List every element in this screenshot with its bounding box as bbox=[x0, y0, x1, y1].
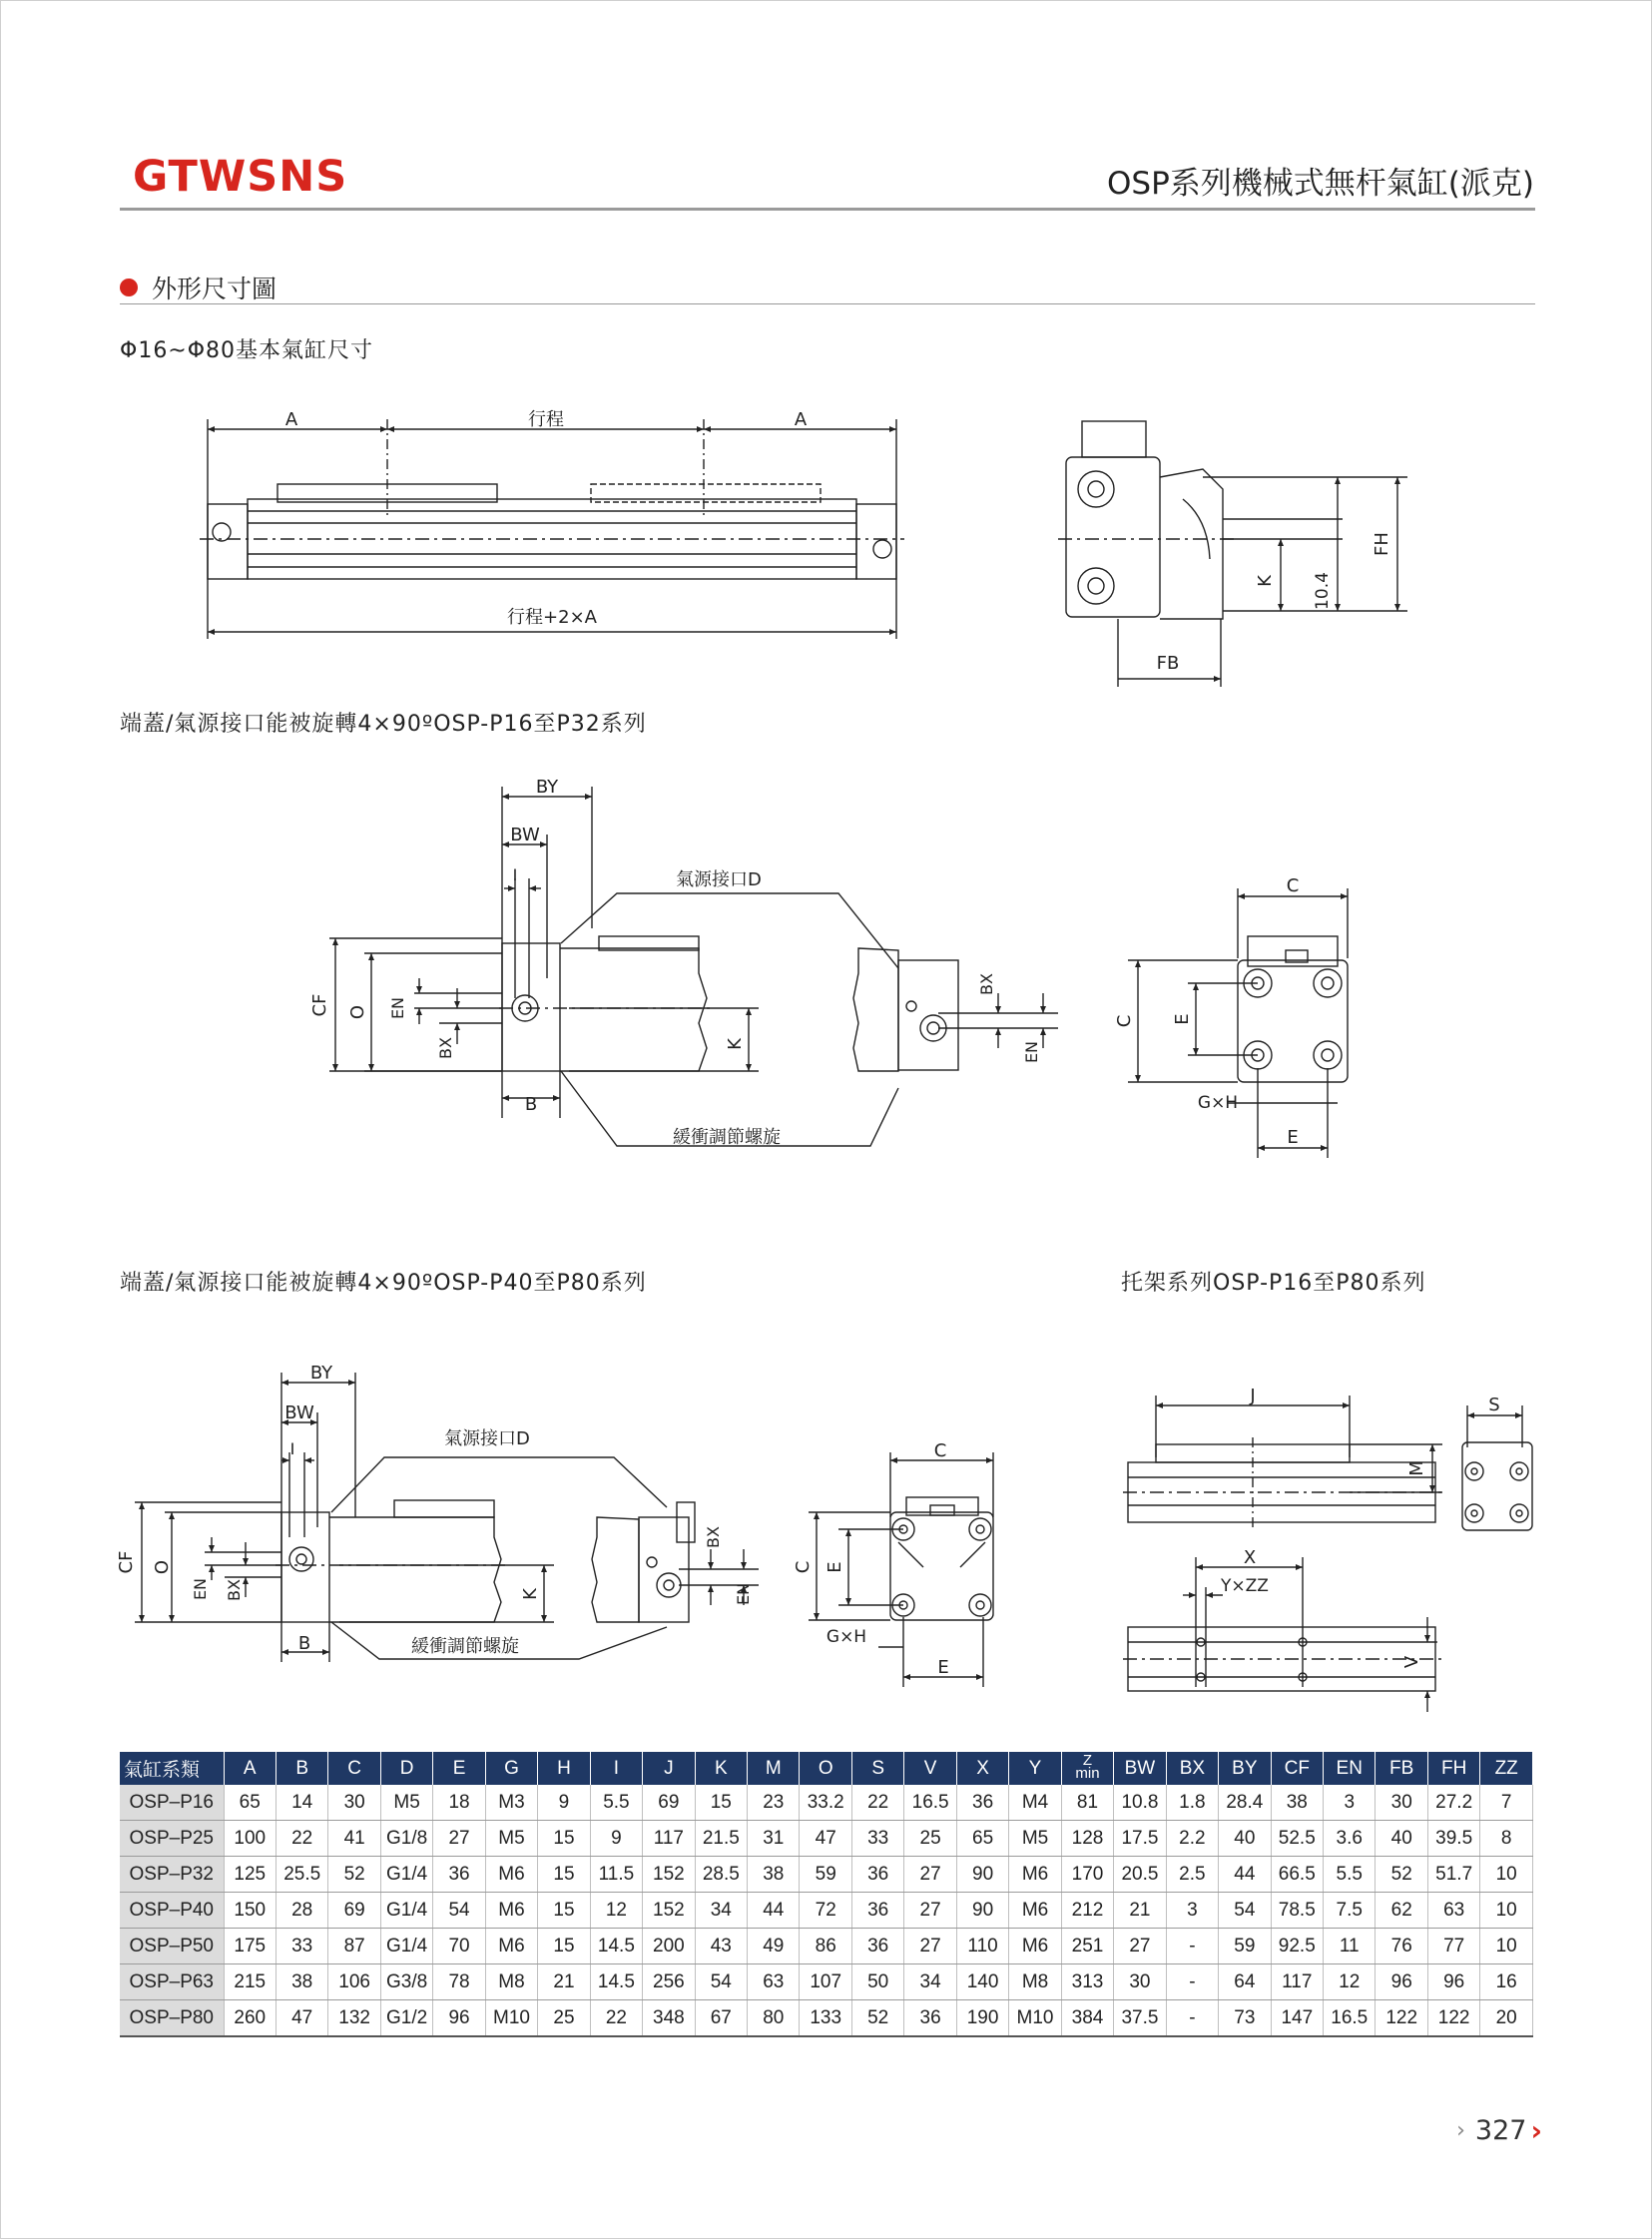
cushion-screw-label-2: 緩衝調節螺旋 bbox=[411, 1636, 519, 1657]
table-cell: 27.2 bbox=[1427, 1785, 1479, 1821]
table-header-cell: V bbox=[904, 1752, 956, 1785]
dim-bx-label-2: BX bbox=[977, 973, 996, 995]
table-cell: 65 bbox=[956, 1821, 1008, 1857]
table-cell: 8 bbox=[1480, 1821, 1533, 1857]
table-cell: 200 bbox=[643, 1929, 695, 1964]
table-cell: 12 bbox=[1324, 1964, 1376, 2000]
table-cell: 14.5 bbox=[590, 1929, 642, 1964]
table-cell: 23 bbox=[748, 1785, 800, 1821]
table-cell: 22 bbox=[851, 1785, 903, 1821]
table-cell: 152 bbox=[643, 1893, 695, 1929]
series-cell: OSP–P16 bbox=[120, 1785, 224, 1821]
table-cell: 52.5 bbox=[1271, 1821, 1323, 1857]
table-cell: 384 bbox=[1061, 2000, 1113, 2037]
table-cell: 54 bbox=[433, 1893, 485, 1929]
table-cell: 20 bbox=[1480, 2000, 1533, 2037]
table-row bbox=[120, 1785, 1533, 1821]
table-cell: 15 bbox=[538, 1821, 590, 1857]
table-header-cell: CF bbox=[1271, 1752, 1323, 1785]
table-cell: 7 bbox=[1480, 1785, 1533, 1821]
table-cell: M6 bbox=[1009, 1857, 1061, 1893]
table-cell: G3/8 bbox=[380, 1964, 432, 2000]
table-cell: 14.5 bbox=[590, 1964, 642, 2000]
drawing-bracket-side bbox=[1123, 1557, 1442, 1712]
caption-endcap-small: 端蓋/氣源接口能被旋轉4×90ºOSP-P16至P32系列 bbox=[120, 712, 647, 737]
table-cell: 90 bbox=[956, 1893, 1008, 1929]
table-cell: 40 bbox=[1219, 1821, 1271, 1857]
table-header-cell: H bbox=[538, 1752, 590, 1785]
chevron-right-icon: › bbox=[1530, 2114, 1542, 2147]
table-cell: 54 bbox=[695, 1964, 747, 2000]
dim-b-label-2: B bbox=[297, 1633, 311, 1654]
table-header-cell: X bbox=[956, 1752, 1008, 1785]
table-cell: 122 bbox=[1427, 2000, 1479, 2037]
table-cell: M5 bbox=[485, 1821, 537, 1857]
table-cell: 28.4 bbox=[1219, 1785, 1271, 1821]
table-cell: 66.5 bbox=[1271, 1857, 1323, 1893]
drawing-basic-end bbox=[1058, 421, 1407, 687]
caption-bracket: 托架系列OSP-P16至P80系列 bbox=[1121, 1271, 1426, 1296]
table-cell: 78 bbox=[433, 1964, 485, 2000]
table-cell: 28.5 bbox=[695, 1857, 747, 1893]
dim-bw-label-2: BW bbox=[284, 1402, 314, 1423]
table-header-cell: Y bbox=[1009, 1752, 1061, 1785]
table-cell: 44 bbox=[1219, 1857, 1271, 1893]
table-header-cell: BW bbox=[1114, 1752, 1166, 1785]
table-cell: 1.8 bbox=[1166, 1785, 1218, 1821]
series-cell: OSP–P25 bbox=[120, 1821, 224, 1857]
table-cell: 2.2 bbox=[1166, 1821, 1218, 1857]
table-cell: 110 bbox=[956, 1929, 1008, 1964]
table-cell: 21 bbox=[538, 1964, 590, 2000]
table-cell: 27 bbox=[904, 1929, 956, 1964]
table-cell: 190 bbox=[956, 2000, 1008, 2037]
table-cell: 170 bbox=[1061, 1857, 1113, 1893]
table-cell: 3 bbox=[1166, 1893, 1218, 1929]
drawing-endcap-small-front bbox=[1128, 888, 1348, 1158]
port-d-label: 氣源接口D bbox=[676, 869, 762, 890]
header-z-sub: min bbox=[1075, 1764, 1100, 1782]
table-cell: 107 bbox=[800, 1964, 851, 2000]
drawing-endcap-small-side bbox=[329, 787, 1058, 1146]
dim-c-label-side-2: C bbox=[793, 1560, 814, 1574]
table-cell: 80 bbox=[748, 2000, 800, 2037]
table-cell: 348 bbox=[643, 2000, 695, 2037]
dim-by-label-2: BY bbox=[309, 1363, 333, 1384]
table-cell: 122 bbox=[1376, 2000, 1427, 2037]
table-cell: 64 bbox=[1219, 1964, 1271, 2000]
table-cell: 150 bbox=[224, 1893, 275, 1929]
table-cell: 96 bbox=[1376, 1964, 1427, 2000]
table-cell: 147 bbox=[1271, 2000, 1323, 2037]
table-cell: - bbox=[1166, 2000, 1218, 2037]
table-cell: 27 bbox=[433, 1821, 485, 1857]
table-header-cell: A bbox=[224, 1752, 275, 1785]
table-cell: 30 bbox=[1114, 1964, 1166, 2000]
cushion-screw-label: 緩衝調節螺旋 bbox=[673, 1127, 781, 1148]
table-cell: M6 bbox=[1009, 1929, 1061, 1964]
table-cell: G1/4 bbox=[380, 1929, 432, 1964]
table-cell: 17.5 bbox=[1114, 1821, 1166, 1857]
dim-c-label: C bbox=[1286, 875, 1300, 896]
table-cell: 90 bbox=[956, 1857, 1008, 1893]
table-cell: G1/4 bbox=[380, 1893, 432, 1929]
dim-k-label-3: K bbox=[520, 1588, 541, 1600]
table-cell: 39.5 bbox=[1427, 1821, 1479, 1857]
drawing-bracket-top bbox=[1123, 1396, 1442, 1527]
page-number-value: 327 bbox=[1474, 2115, 1527, 2146]
table-cell: 117 bbox=[1271, 1964, 1323, 2000]
table-cell: 20.5 bbox=[1114, 1857, 1166, 1893]
table-header-cell: 氣缸系類 bbox=[120, 1752, 224, 1785]
table-header-cell: FH bbox=[1427, 1752, 1479, 1785]
table-cell: 69 bbox=[643, 1785, 695, 1821]
table-cell: 54 bbox=[1219, 1893, 1271, 1929]
table-cell: 5.5 bbox=[590, 1785, 642, 1821]
table-cell: - bbox=[1166, 1929, 1218, 1964]
series-cell: OSP–P63 bbox=[120, 1964, 224, 2000]
table-cell: 25 bbox=[538, 2000, 590, 2037]
table-cell: 256 bbox=[643, 1964, 695, 2000]
table-cell: 25 bbox=[904, 1821, 956, 1857]
table-cell: 96 bbox=[433, 2000, 485, 2037]
table-cell: 106 bbox=[328, 1964, 380, 2000]
table-cell: 37.5 bbox=[1114, 2000, 1166, 2037]
table-cell: M4 bbox=[1009, 1785, 1061, 1821]
brand-logo: GTWSNS bbox=[133, 152, 348, 202]
table-cell: 2.5 bbox=[1166, 1857, 1218, 1893]
table-header-cell: I bbox=[590, 1752, 642, 1785]
header-z-label: Z bbox=[1082, 1751, 1093, 1769]
table-cell: 33.2 bbox=[800, 1785, 851, 1821]
table-header-cell: M bbox=[748, 1752, 800, 1785]
table-header-cell: C bbox=[328, 1752, 380, 1785]
table-cell: 38 bbox=[748, 1857, 800, 1893]
chevron-left-icon: › bbox=[1456, 2118, 1465, 2143]
table-cell: M3 bbox=[485, 1785, 537, 1821]
dim-e-label-2: E bbox=[937, 1657, 949, 1678]
table-header-cell: BY bbox=[1219, 1752, 1271, 1785]
table-cell: 87 bbox=[328, 1929, 380, 1964]
table-header-row bbox=[120, 1752, 1533, 1785]
table-cell: 27 bbox=[904, 1893, 956, 1929]
table-cell: 34 bbox=[695, 1893, 747, 1929]
table-cell: 33 bbox=[275, 1929, 327, 1964]
dim-bx-label-3: BX bbox=[225, 1579, 244, 1601]
table-cell: 5.5 bbox=[1324, 1857, 1376, 1893]
table-cell: 10.8 bbox=[1114, 1785, 1166, 1821]
dim-c-label-2: C bbox=[933, 1440, 947, 1461]
table-cell: 73 bbox=[1219, 2000, 1271, 2037]
dim-en-label-3: EN bbox=[191, 1577, 210, 1601]
table-cell: 28 bbox=[275, 1893, 327, 1929]
drawing-basic-side bbox=[200, 419, 904, 639]
table-cell: G1/2 bbox=[380, 2000, 432, 2037]
series-cell: OSP–P50 bbox=[120, 1929, 224, 1964]
table-cell: M6 bbox=[1009, 1893, 1061, 1929]
table-cell: 36 bbox=[851, 1893, 903, 1929]
table-header-cell: S bbox=[851, 1752, 903, 1785]
table-cell: 100 bbox=[224, 1821, 275, 1857]
drawing-endcap-large-side bbox=[135, 1373, 759, 1662]
table-row bbox=[120, 1821, 1533, 1857]
section-title: 外形尺寸圖 bbox=[152, 275, 277, 303]
table-cell: M10 bbox=[1009, 2000, 1061, 2037]
table-cell: 69 bbox=[328, 1893, 380, 1929]
table-cell: 50 bbox=[851, 1964, 903, 2000]
table-cell: 212 bbox=[1061, 1893, 1113, 1929]
table-header-cell: FB bbox=[1376, 1752, 1427, 1785]
table-cell: 22 bbox=[590, 2000, 642, 2037]
table-cell: 49 bbox=[748, 1929, 800, 1964]
table-cell: 92.5 bbox=[1271, 1929, 1323, 1964]
table-cell: 36 bbox=[904, 2000, 956, 2037]
dim-x-label: X bbox=[1243, 1547, 1257, 1568]
table-cell: 10 bbox=[1480, 1929, 1533, 1964]
port-d-label-2: 氣源接口D bbox=[444, 1428, 530, 1449]
dim-a-right-label: A bbox=[794, 409, 808, 430]
table-cell: 12 bbox=[590, 1893, 642, 1929]
dim-gh-label-2: G×H bbox=[826, 1627, 867, 1647]
table-cell: 65 bbox=[224, 1785, 275, 1821]
dim-e-label-side-2: E bbox=[825, 1561, 845, 1573]
table-cell: 140 bbox=[956, 1964, 1008, 2000]
table-header-cell: J bbox=[643, 1752, 695, 1785]
dim-cf-label: CF bbox=[309, 993, 330, 1017]
dim-yzz-label: Y×ZZ bbox=[1221, 1576, 1269, 1596]
caption-endcap-large: 端蓋/氣源接口能被旋轉4×90ºOSP-P40至P80系列 bbox=[120, 1271, 647, 1296]
dimension-table bbox=[120, 1752, 1533, 2037]
table-header-cell: ZZ bbox=[1480, 1752, 1533, 1785]
table-cell: G1/8 bbox=[380, 1821, 432, 1857]
dim-gh-label: G×H bbox=[1197, 1093, 1239, 1113]
table-cell: 36 bbox=[851, 1857, 903, 1893]
table-cell: 67 bbox=[695, 2000, 747, 2037]
table-cell: M8 bbox=[485, 1964, 537, 2000]
table-cell: 22 bbox=[275, 1821, 327, 1857]
table-cell: 27 bbox=[904, 1857, 956, 1893]
dim-by-label: BY bbox=[535, 777, 559, 798]
dim-fb-label: FB bbox=[1156, 653, 1180, 674]
table-cell: 52 bbox=[851, 2000, 903, 2037]
table-cell: 133 bbox=[800, 2000, 851, 2037]
table-cell: 152 bbox=[643, 1857, 695, 1893]
table-row bbox=[120, 1893, 1533, 1929]
table-cell: 128 bbox=[1061, 1821, 1113, 1857]
dim-bx-label: BX bbox=[436, 1037, 455, 1059]
table-body bbox=[120, 1785, 1533, 2036]
caption-basic: Φ16~Φ80基本氣缸尺寸 bbox=[120, 338, 374, 363]
table-header-cell: EN bbox=[1324, 1752, 1376, 1785]
dim-i-label-2: I bbox=[289, 1439, 295, 1458]
table-cell: 21 bbox=[1114, 1893, 1166, 1929]
table-cell: 27 bbox=[1114, 1929, 1166, 1964]
dim-a-left-label: A bbox=[284, 409, 298, 430]
dim-s-label: S bbox=[1488, 1395, 1500, 1415]
table-cell: M5 bbox=[1009, 1821, 1061, 1857]
table-cell: 14 bbox=[275, 1785, 327, 1821]
table-header-cell: BX bbox=[1166, 1752, 1218, 1785]
dim-v-label: V bbox=[1401, 1655, 1422, 1669]
table-header-cell: E bbox=[433, 1752, 485, 1785]
dim-cf-label-2: CF bbox=[116, 1550, 137, 1574]
table-header-cell: B bbox=[275, 1752, 327, 1785]
table-cell: 3.6 bbox=[1324, 1821, 1376, 1857]
table-cell: 11 bbox=[1324, 1929, 1376, 1964]
table-header-cell: K bbox=[695, 1752, 747, 1785]
table-cell: 81 bbox=[1061, 1785, 1113, 1821]
table-cell: 125 bbox=[224, 1857, 275, 1893]
table-cell: 15 bbox=[538, 1893, 590, 1929]
table-cell: M5 bbox=[380, 1785, 432, 1821]
table-cell: 30 bbox=[328, 1785, 380, 1821]
table-cell: 3 bbox=[1324, 1785, 1376, 1821]
table-cell: 10 bbox=[1480, 1857, 1533, 1893]
table-cell: M6 bbox=[485, 1893, 537, 1929]
table-cell: 59 bbox=[800, 1857, 851, 1893]
dim-stroke-total-label: 行程+2×A bbox=[507, 607, 597, 628]
table-header-cell: O bbox=[800, 1752, 851, 1785]
table-cell: 38 bbox=[1271, 1785, 1323, 1821]
table-cell: 36 bbox=[433, 1857, 485, 1893]
table-cell: 7.5 bbox=[1324, 1893, 1376, 1929]
table-row bbox=[120, 2000, 1533, 2037]
table-cell: 21.5 bbox=[695, 1821, 747, 1857]
dim-en-label-2: EN bbox=[1022, 1040, 1041, 1064]
series-cell: OSP–P32 bbox=[120, 1857, 224, 1893]
dim-k-label-2: K bbox=[725, 1038, 746, 1050]
dim-10-4-label: 10.4 bbox=[1313, 572, 1333, 610]
table-cell: 15 bbox=[538, 1929, 590, 1964]
table-cell: 44 bbox=[748, 1893, 800, 1929]
table-cell: 36 bbox=[851, 1929, 903, 1964]
table-cell: 38 bbox=[275, 1964, 327, 2000]
table-cell: 36 bbox=[956, 1785, 1008, 1821]
dim-en-label-4: EN bbox=[734, 1582, 753, 1606]
dim-bw-label: BW bbox=[510, 825, 540, 845]
table-cell: 62 bbox=[1376, 1893, 1427, 1929]
table-cell: 11.5 bbox=[590, 1857, 642, 1893]
dim-bx-label-4: BX bbox=[704, 1526, 723, 1548]
dim-k-label: K bbox=[1255, 575, 1276, 587]
table-cell: M6 bbox=[485, 1857, 537, 1893]
table-cell: 251 bbox=[1061, 1929, 1113, 1964]
dim-o-label-2: O bbox=[152, 1559, 173, 1575]
table-cell: 51.7 bbox=[1427, 1857, 1479, 1893]
dim-stroke-label: 行程 bbox=[528, 409, 564, 430]
table-cell: 260 bbox=[224, 2000, 275, 2037]
table-cell: - bbox=[1166, 1964, 1218, 2000]
table-cell: 72 bbox=[800, 1893, 851, 1929]
table-cell: 41 bbox=[328, 1821, 380, 1857]
table-cell: 132 bbox=[328, 2000, 380, 2037]
page-title: OSP系列機械式無杆氣缸(派克) bbox=[1107, 166, 1534, 202]
table-cell: 47 bbox=[275, 2000, 327, 2037]
table-cell: 31 bbox=[748, 1821, 800, 1857]
dim-e-label-side: E bbox=[1172, 1013, 1193, 1025]
table-cell: 15 bbox=[538, 1857, 590, 1893]
table-cell: 43 bbox=[695, 1929, 747, 1964]
table-cell: 313 bbox=[1061, 1964, 1113, 2000]
table-cell: 47 bbox=[800, 1821, 851, 1857]
table-cell: M10 bbox=[485, 2000, 537, 2037]
table-cell: 175 bbox=[224, 1929, 275, 1964]
dim-c-label-side: C bbox=[1114, 1014, 1135, 1028]
dim-e-label: E bbox=[1287, 1127, 1299, 1148]
series-cell: OSP–P80 bbox=[120, 2000, 224, 2037]
table-cell: 40 bbox=[1376, 1821, 1427, 1857]
page-number bbox=[1456, 2114, 1542, 2147]
table-cell: 16 bbox=[1480, 1964, 1533, 2000]
table-cell: 59 bbox=[1219, 1929, 1271, 1964]
dim-fh-label: FH bbox=[1372, 532, 1392, 556]
table-cell: 18 bbox=[433, 1785, 485, 1821]
table-cell: 52 bbox=[1376, 1857, 1427, 1893]
table-row bbox=[120, 1929, 1533, 1964]
dim-m-label: M bbox=[1406, 1460, 1427, 1476]
table-cell: 10 bbox=[1480, 1893, 1533, 1929]
table-cell: 25.5 bbox=[275, 1857, 327, 1893]
table-cell: 63 bbox=[748, 1964, 800, 2000]
dim-en-label: EN bbox=[388, 996, 407, 1020]
table-cell: 77 bbox=[1427, 1929, 1479, 1964]
table-cell: 33 bbox=[851, 1821, 903, 1857]
table-cell: 63 bbox=[1427, 1893, 1479, 1929]
dim-o-label: O bbox=[347, 1004, 368, 1020]
table-cell: 30 bbox=[1376, 1785, 1427, 1821]
table-cell: 16.5 bbox=[904, 1785, 956, 1821]
dim-i-label: I bbox=[512, 865, 518, 884]
table-cell: 9 bbox=[590, 1821, 642, 1857]
table-cell: M6 bbox=[485, 1929, 537, 1964]
series-cell: OSP–P40 bbox=[120, 1893, 224, 1929]
table-cell: 215 bbox=[224, 1964, 275, 2000]
table-row bbox=[120, 1964, 1533, 2000]
table-cell: 78.5 bbox=[1271, 1893, 1323, 1929]
table-cell: 86 bbox=[800, 1929, 851, 1964]
dim-j-label: J bbox=[1250, 1386, 1256, 1406]
table-cell: 52 bbox=[328, 1857, 380, 1893]
table-cell: 16.5 bbox=[1324, 2000, 1376, 2037]
table-cell: 9 bbox=[538, 1785, 590, 1821]
drawing-bracket-end bbox=[1462, 1405, 1532, 1530]
table-cell: M8 bbox=[1009, 1964, 1061, 2000]
table-cell: G1/4 bbox=[380, 1857, 432, 1893]
table-cell: 117 bbox=[643, 1821, 695, 1857]
dim-b-label: B bbox=[524, 1094, 538, 1115]
table-row bbox=[120, 1857, 1533, 1893]
table-cell: 15 bbox=[695, 1785, 747, 1821]
table-header-cell: G bbox=[485, 1752, 537, 1785]
table-cell: 96 bbox=[1427, 1964, 1479, 2000]
table-cell: 70 bbox=[433, 1929, 485, 1964]
table-header-cell bbox=[1061, 1752, 1113, 1785]
table-cell: 76 bbox=[1376, 1929, 1427, 1964]
table-header-cell: D bbox=[380, 1752, 432, 1785]
table-cell: 34 bbox=[904, 1964, 956, 2000]
